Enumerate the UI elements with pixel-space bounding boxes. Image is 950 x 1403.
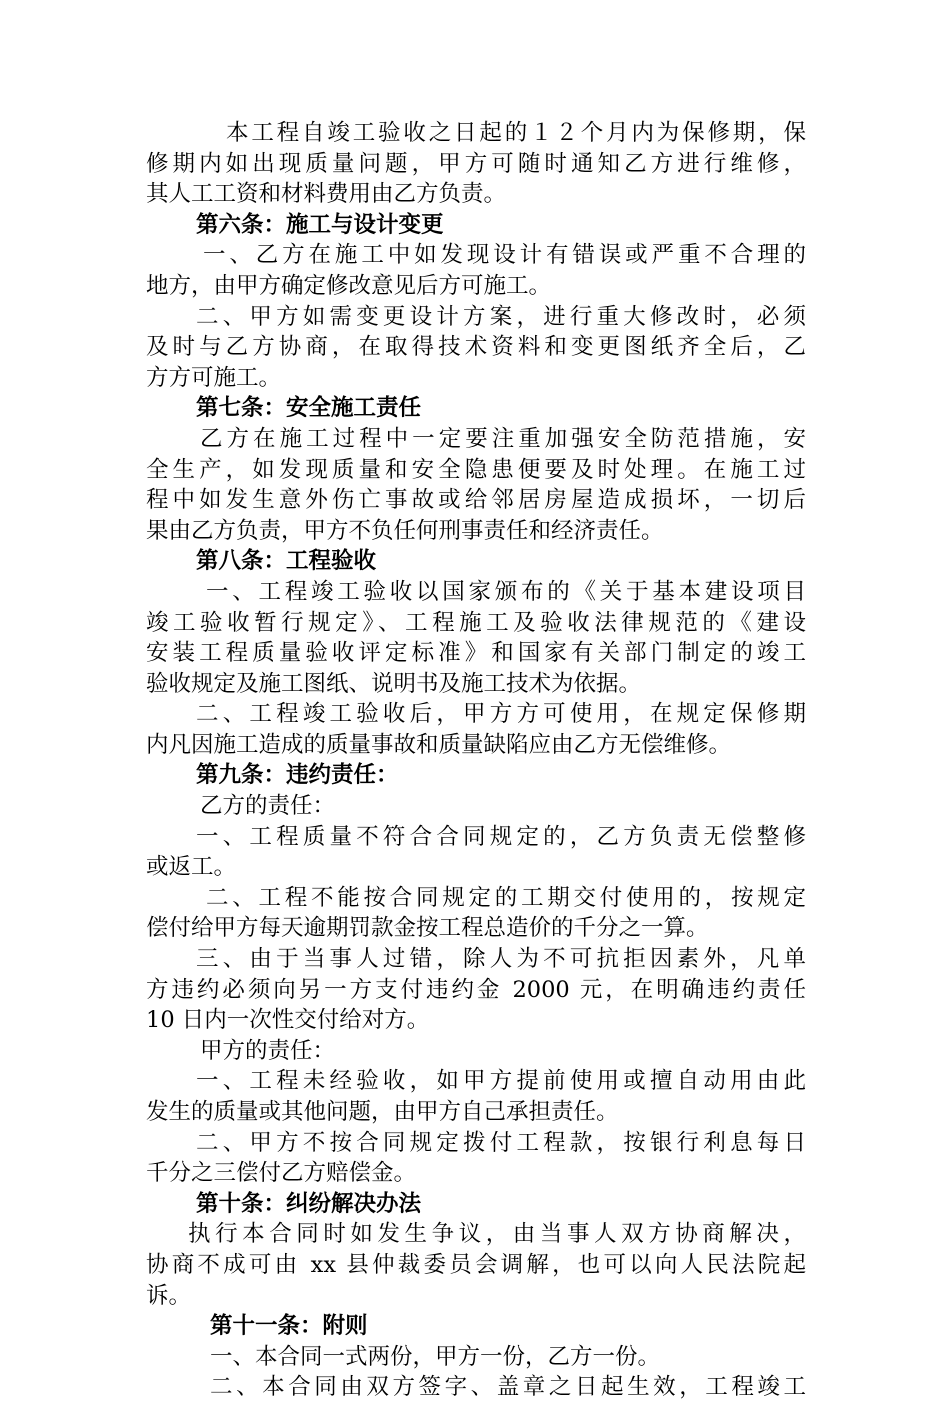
- section-heading: 第八条：工程验收: [196, 548, 377, 575]
- text-line: 二、甲方不按合同规定拨付工程款，按银行利息每日: [196, 1129, 806, 1156]
- text-line: 方违约必须向另一方支付违约金 2000 元，在明确违约责任: [146, 976, 806, 1003]
- text-line: 方方可施工。: [146, 364, 282, 391]
- text-line: 乙方在施工过程中一定要注重加强安全防范措施，安: [200, 425, 806, 452]
- text-line: 地方，由甲方确定修改意见后方可施工。: [146, 272, 552, 299]
- text-line: 及时与乙方协商，在取得技术资料和变更图纸齐全后，乙: [146, 334, 806, 361]
- text-line: 本工程自竣工验收之日起的１２个月内为保修期，保: [226, 120, 806, 146]
- text-line: 内凡因施工造成的质量事故和质量缺陷应由乙方无偿维修。: [146, 731, 732, 758]
- text-line: 竣工验收暂行规定》、工程施工及验收法律规范的《建设: [146, 609, 806, 636]
- text-line: 二、甲方如需变更设计方案，进行重大修改时，必须: [196, 303, 806, 330]
- text-line: 一、本合同一式两份，甲方一份，乙方一份。: [210, 1343, 661, 1370]
- text-line: 偿付给甲方每天逾期罚款金按工程总造价的千分之一算。: [146, 915, 709, 942]
- contract-text-body: [146, 118, 806, 1403]
- text-line: 一、工程未经验收，如甲方提前使用或擅自动用由此: [196, 1068, 806, 1095]
- text-line: 千分之三偿付乙方赔偿金。: [146, 1160, 417, 1187]
- text-line: 修期内如出现质量问题，甲方可随时通知乙方进行维修，: [146, 150, 806, 177]
- text-line: 乙方的责任：: [200, 793, 336, 820]
- text-line: 全生产，如发现质量和安全隐患便要及时处理。在施工过: [146, 456, 806, 483]
- text-line: 果由乙方负责，甲方不负任何刑事责任和经济责任。: [146, 517, 664, 544]
- text-line: 一、工程质量不符合合同规定的，乙方负责无偿整修: [196, 823, 806, 850]
- text-line: 二、工程不能按合同规定的工期交付使用的，按规定: [206, 884, 806, 911]
- text-line: 协商不成可由 xx 县仲裁委员会调解，也可以向人民法院起: [146, 1251, 806, 1278]
- text-line: 验收规定及施工图纸、说明书及施工技术为依据。: [146, 670, 642, 697]
- text-line: 发生的质量或其他问题，由甲方自己承担责任。: [146, 1099, 619, 1125]
- text-line: 二、工程竣工验收后，甲方方可使用，在规定保修期: [196, 701, 806, 728]
- text-line: 或返工。: [146, 854, 237, 881]
- text-line: 其人工工资和材料费用由乙方负责。: [146, 181, 507, 208]
- text-line: 安装工程质量验收评定标准》和国家有关部门制定的竣工: [146, 640, 806, 667]
- text-line: 执行本合同时如发生争议，由当事人双方协商解决，: [188, 1221, 806, 1248]
- section-heading: 第六条：施工与设计变更: [196, 211, 444, 238]
- text-line: 甲方的责任：: [200, 1037, 336, 1064]
- text-line: 程中如发生意外伤亡事故或给邻居房屋造成损坏，一切后: [146, 487, 806, 514]
- text-line: 10 日内一次性交付给对方。: [146, 1007, 430, 1034]
- text-line: 二、本合同由双方签字、盖章之日起生效，工程竣工: [210, 1374, 806, 1401]
- section-heading: 第九条：违约责任：: [196, 762, 399, 789]
- section-heading: 第十一条：附则: [210, 1313, 368, 1340]
- text-line: 三、由于当事人过错，除人为不可抗拒因素外，凡单: [196, 946, 806, 973]
- section-heading: 第七条：安全施工责任: [196, 395, 422, 422]
- text-line: 诉。: [146, 1282, 192, 1309]
- text-line: 一、工程竣工验收以国家颁布的《关于基本建设项目: [206, 578, 806, 605]
- text-line: 一、乙方在施工中如发现设计有错误或严重不合理的: [203, 242, 806, 269]
- section-heading: 第十条：纠纷解决办法: [196, 1190, 422, 1217]
